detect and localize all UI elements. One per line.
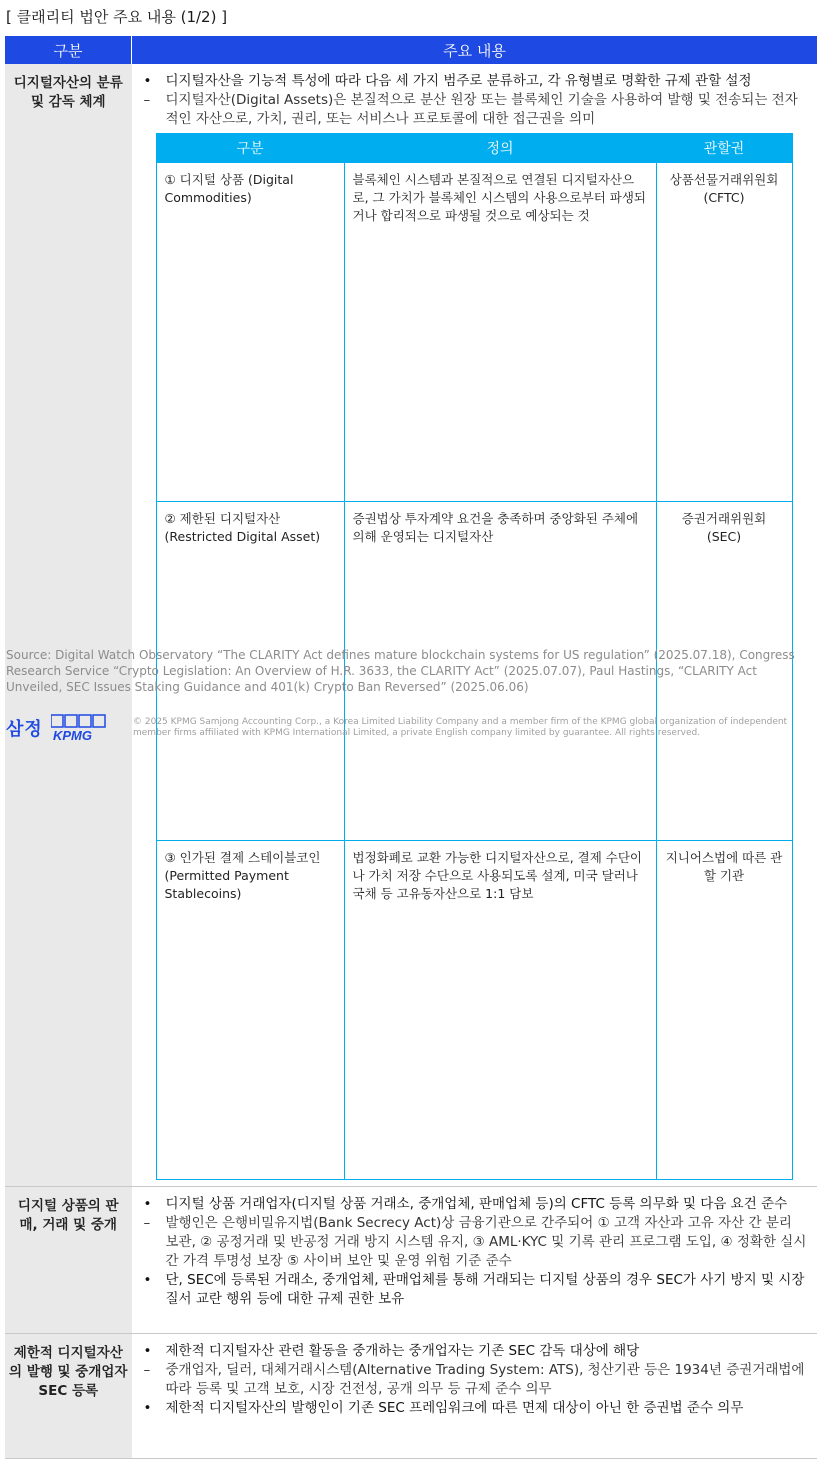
inner-header-definition: 정의	[344, 134, 656, 163]
bullet-point: • 단, SEC에 등록된 거래소, 중개업체, 판매업체를 통해 거래되는 디지털 상품의 경우 SEC가 사기 방지 및 시장질서 교란 행위 등에 대한 규제 권한 보유	[143, 1272, 805, 1307]
asset-definition: 블록체인 시스템과 본질적으로 연결된 디지털자산으로, 그 가치가 블록체인 시스템의 사용으로부터 파생되거나 합리적으로 파생될 것으로 예상되는 것	[344, 163, 656, 502]
inner-row	[156, 841, 792, 1180]
copyright-text: © 2025 KPMG Samjong Accounting Corp., a Korea Limited Liability Company and a member firm of the KPMG global organization of independent member firms affiliated with KPMG International Limited, a private English company limited by guarantee. All rights reserved.	[133, 717, 788, 738]
bullet-point: • 제한적 디지털자산 관련 활동을 중개하는 중개업자는 기존 SEC 감독 대상에 해당	[143, 1343, 640, 1359]
inner-header-type: 구분	[156, 134, 344, 163]
inner-row	[156, 163, 792, 502]
row-body	[132, 1334, 818, 1459]
table-row	[5, 64, 817, 1187]
source-note: Source: Digital Watch Observatory “The CLARITY Act defines mature blockchain systems for US regulation” (2025.07.18), Congress Research Service “Crypto Legislation: An Overview of H.R. 3633, the CLARITY Act” (2025.07.07), Paul Hastings, “CLARITY Act Unveiled, SEC Issues Staking Guidance and 401(k) Crypto Ban Reversed” (2025.06.06)	[6, 648, 795, 694]
asset-authority: 증권거래위원회 (SEC)	[656, 502, 792, 841]
inner-header-authority: 관할권	[656, 134, 792, 163]
table-row	[5, 1334, 817, 1459]
footer-logo	[6, 714, 107, 742]
table-row	[5, 1187, 817, 1334]
header-category: 구분	[5, 36, 132, 64]
asset-definition: 법정화폐로 교환 가능한 디지털자산으로, 결제 수단이나 가치 저장 수단으로 사용되도록 설계, 미국 달러나 국채 등 고유동자산으로 1:1 담보	[344, 841, 656, 1180]
asset-definition: 증권법상 투자계약 요건을 충족하며 중앙화된 주체에 의해 운영되는 디지털자산	[344, 502, 656, 841]
page-title: [ 클래리티 법안 주요 내용 (1/2) ]	[6, 8, 228, 26]
row-category: 디지털자산의 분류 및 감독 체계	[5, 64, 132, 1187]
bullet-point: • 제한적 디지털자산의 발행인이 기존 SEC 프레임워크에 따른 면제 대상이 아닌 한 증권법 준수 의무	[143, 1400, 744, 1416]
kpmg-logo-text: KPMG	[52, 728, 92, 742]
bullet-point: • 디지털자산을 기능적 특성에 따라 다음 세 가지 범주로 분류하고, 각 유형별로 명확한 규제 관할 설정	[143, 73, 752, 89]
asset-type: ② 제한된 디지털자산 (Restricted Digital Asset)	[156, 502, 344, 841]
sub-point: – 중개업자, 딜러, 대체거래시스템(Alternative Trading System: ATS), 청산기관 등은 1934년 증권거래법에 따라 등록 및 고객 보호, 시장 건전성, 공개 의무 등 규제 준수 의무	[143, 1362, 805, 1397]
kpmg-logo	[51, 714, 107, 742]
content-table	[5, 36, 817, 1459]
brand-name: 삼정	[6, 719, 43, 740]
sub-point: – 디지털자산(Digital Assets)은 본질적으로 분산 원장 또는 블록체인 기술을 사용하여 발행 및 전송되는 전자적인 자산으로, 가치, 권리, 또는 서비스나 프로토콜에 대한 접근권을 의미	[143, 92, 798, 127]
row-category: 디지털 상품의 판매, 거래 및 중개	[5, 1187, 132, 1334]
asset-type: ① 디지털 상품 (Digital Commodities)	[156, 163, 344, 502]
row-body	[132, 64, 818, 1187]
row-body	[132, 1187, 818, 1334]
asset-authority: 지니어스법에 따른 관할 기관	[656, 841, 792, 1180]
row-category: 제한적 디지털자산의 발행 및 중개업자 SEC 등록	[5, 1334, 132, 1459]
sub-point: – 발행인은 은행비밀유지법(Bank Secrecy Act)상 금융기관으로 간주되어 ① 고객 자산과 고유 자산 간 분리 보관, ② 공정거래 및 반공정 거래 방지 시스템 유지, ③ AML·KYC 및 기록 관리 프로그램 도입, ④ 정확한 실시간 가격 투명성 보장 ⑤ 사이버 보안 및 운영 위험 기준 준수	[143, 1215, 807, 1269]
bullet-point: • 디지털 상품 거래업자(디지털 상품 거래소, 중개업체, 판매업체 등)의 CFTC 등록 의무화 및 다음 요건 준수	[143, 1196, 788, 1212]
asset-type: ③ 인가된 결제 스테이블코인 (Permitted Payment Stablecoins)	[156, 841, 344, 1180]
asset-authority: 상품선물거래위원회 (CFTC)	[656, 163, 792, 502]
header-content: 주요 내용	[132, 36, 818, 64]
